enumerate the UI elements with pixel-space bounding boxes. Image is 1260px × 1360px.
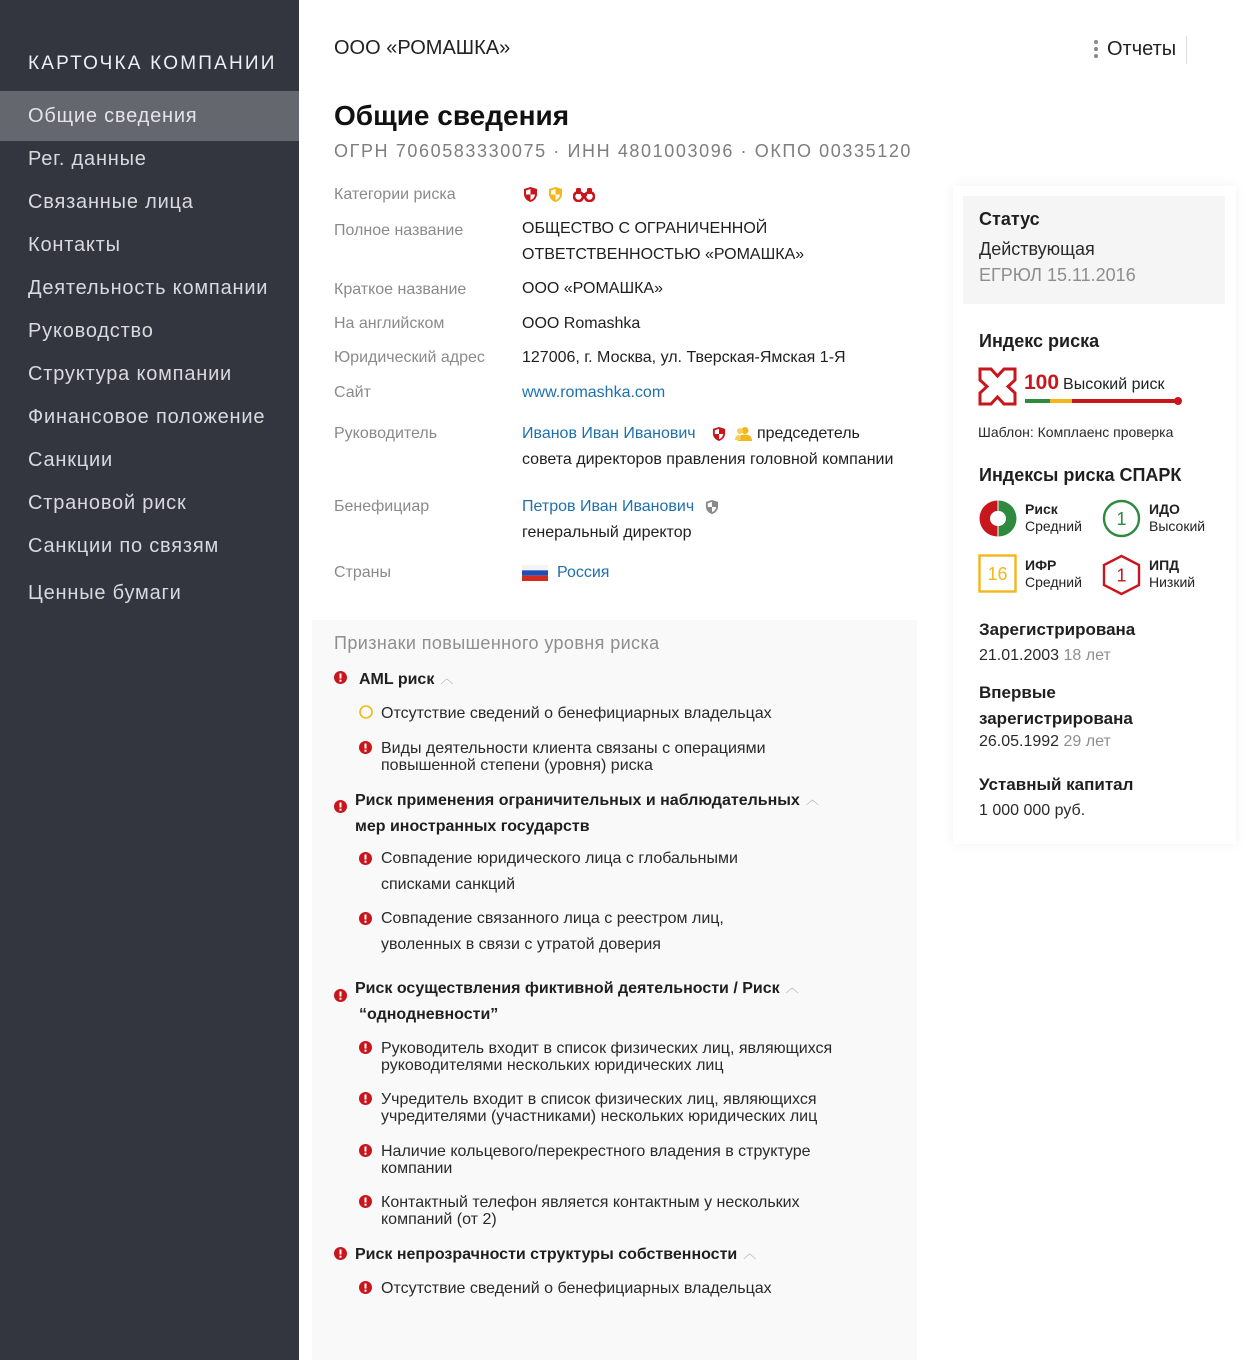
risk-categories-label: Категории риска bbox=[334, 186, 456, 203]
countries-label: Страны bbox=[334, 564, 392, 581]
reports-label: Отчеты bbox=[1107, 37, 1177, 60]
risk-index-value bbox=[1024, 371, 1164, 395]
chevron-up-icon[interactable]: ︿ bbox=[805, 792, 819, 807]
sidebar-item-related-persons[interactable]: Связанные лица bbox=[28, 191, 194, 213]
risk-categories-icons bbox=[523, 186, 595, 203]
site-label: Сайт bbox=[334, 384, 371, 401]
shield-red-icon bbox=[523, 186, 538, 203]
country-link[interactable]: Россия bbox=[557, 564, 610, 581]
beneficiary-name-link[interactable]: Петров Иван Иванович bbox=[522, 498, 695, 515]
alert-red-icon bbox=[359, 1144, 372, 1157]
status-source: ЕГРЮЛ 15.11.2016 bbox=[979, 265, 1136, 285]
first-registered-date: 26.05.1992 29 лет bbox=[979, 733, 1111, 750]
risk-scale-marker bbox=[1174, 397, 1182, 405]
spark-risk: Риск Средний bbox=[1025, 501, 1082, 534]
alert-red-icon bbox=[359, 741, 372, 754]
shield-yellow-icon bbox=[548, 186, 563, 203]
risk-item: Отсутствие сведений о бенефициарных владельцах bbox=[381, 705, 772, 722]
alert-red-icon bbox=[334, 671, 347, 684]
registered-date: 21.01.2003 18 лет bbox=[979, 647, 1111, 664]
risk-item: Отсутствие сведений о бенефициарных владельцах bbox=[381, 1280, 772, 1297]
sidebar-item-structure[interactable]: Структура компании bbox=[28, 363, 233, 385]
risk-group-title[interactable]: Риск применения ограничительных и наблюдательных ︿ мер иностранных государств bbox=[355, 787, 819, 840]
full-name-value bbox=[522, 216, 804, 268]
risk-group-title[interactable]: Риск осуществления фиктивной деятельности / Риск ︿ “однодневности” bbox=[355, 975, 799, 1028]
full-name-line2: ОТВЕТСТВЕННОСТЬЮ «РОМАШКА» bbox=[522, 246, 805, 263]
head-value bbox=[522, 421, 922, 473]
chevron-up-icon[interactable]: ︿ bbox=[440, 671, 454, 686]
sidebar-item-related-sanctions[interactable]: Санкции по связям bbox=[28, 535, 220, 557]
head-name-link[interactable]: Иванов Иван Иванович bbox=[522, 425, 696, 442]
risk-item: Контактный телефон является контактным у нескольких компаний (от 2) bbox=[381, 1194, 800, 1228]
alert-red-icon bbox=[334, 989, 347, 1002]
svg-text:1: 1 bbox=[1116, 565, 1127, 586]
alert-red-icon bbox=[359, 852, 372, 865]
sidebar-item-securities[interactable]: Ценные бумаги bbox=[28, 582, 182, 604]
shield-gray-icon bbox=[705, 499, 719, 515]
russia-flag-icon bbox=[522, 565, 548, 581]
chevron-up-icon[interactable]: ︿ bbox=[743, 1246, 757, 1261]
company-ids: ОГРН 7060583330075 · ИНН 4801003096 · ОКПО 00335120 bbox=[334, 141, 913, 161]
site-link[interactable]: www.romashka.com bbox=[522, 384, 666, 401]
risk-item: Наличие кольцевого/перекрестного владения в структуре компании bbox=[381, 1143, 811, 1177]
full-name-line1: ОБЩЕСТВО С ОГРАНИЧЕННОЙ bbox=[522, 220, 768, 237]
circle-badge-icon bbox=[1102, 499, 1141, 538]
address-value: 127006, г. Москва, ул. Тверская-Ямская 1-Я bbox=[522, 349, 846, 366]
binoculars-icon bbox=[573, 187, 595, 202]
circle-warning-icon bbox=[359, 705, 373, 719]
shield-red-icon bbox=[712, 426, 726, 442]
head-role-line1: председетель bbox=[756, 425, 860, 442]
short-name-label: Краткое название bbox=[334, 281, 467, 298]
short-name-value: ООО «РОМАШКА» bbox=[522, 280, 663, 297]
risk-item: Учредитель входит в список физических лиц, являющихся учредителями (участниками) нескольких юридических лиц bbox=[381, 1091, 818, 1125]
risk-item: Совпадение юридического лица с глобальными списками санкций bbox=[381, 850, 738, 893]
square-badge-icon bbox=[978, 554, 1017, 593]
risk-level: Высокий риск bbox=[1063, 376, 1165, 393]
chevron-up-icon[interactable]: ︿ bbox=[785, 980, 799, 995]
address-label: Юридический адрес bbox=[334, 349, 485, 366]
persons-icon bbox=[735, 426, 753, 442]
risk-group-title[interactable]: Риск непрозрачности структуры собственности ︿ bbox=[355, 1241, 756, 1268]
sidebar-item-reg-data[interactable]: Рег. данные bbox=[28, 148, 147, 170]
alert-red-icon bbox=[359, 1092, 372, 1105]
spark-ipd: ИПД Низкий bbox=[1149, 557, 1196, 590]
alert-red-icon bbox=[359, 1195, 372, 1208]
kebab-menu-icon bbox=[1094, 40, 1098, 58]
divider bbox=[1186, 36, 1187, 64]
risk-item: Виды деятельности клиента связаны с операциями повышенной степени (уровня) риска bbox=[381, 740, 766, 774]
status-title: Статус bbox=[979, 209, 1040, 229]
sidebar-item-financial[interactable]: Финансовое положение bbox=[28, 406, 266, 428]
page-title: Общие сведения bbox=[334, 100, 570, 131]
risk-score: 100 bbox=[1024, 371, 1060, 394]
cross-risk-icon bbox=[978, 367, 1017, 406]
head-role-line2: совета директоров правления головной компании bbox=[522, 451, 894, 468]
beneficiary-role: генеральный директор bbox=[522, 524, 692, 541]
risk-scale-bar bbox=[1025, 399, 1180, 403]
beneficiary-value bbox=[522, 494, 719, 546]
sidebar-item-general[interactable]: Общие сведения bbox=[0, 91, 299, 141]
english-name-label: На английском bbox=[334, 315, 445, 332]
sidebar-item-contacts[interactable]: Контакты bbox=[28, 234, 121, 256]
svg-text:16: 16 bbox=[987, 564, 1008, 584]
status-value: Действующая bbox=[979, 239, 1095, 259]
donut-icon bbox=[978, 499, 1017, 538]
spark-title: Индексы риска СПАРК bbox=[979, 465, 1182, 485]
risk-index-title: Индекс риска bbox=[979, 331, 1100, 351]
full-name-label: Полное название bbox=[334, 222, 464, 239]
alert-red-icon bbox=[334, 800, 347, 813]
first-registered-title: Впервые зарегистрирована bbox=[979, 683, 1133, 728]
countries-value bbox=[522, 560, 609, 586]
svg-text:1: 1 bbox=[1116, 509, 1127, 529]
beneficiary-label: Бенефициар bbox=[334, 498, 430, 515]
capital-title: Уставный капитал bbox=[979, 775, 1134, 794]
sidebar bbox=[0, 0, 299, 1360]
alert-red-icon bbox=[334, 1247, 347, 1260]
risk-template: Шаблон: Комплаенс проверка bbox=[978, 424, 1174, 440]
spark-ifr: ИФР Средний bbox=[1025, 557, 1082, 590]
risk-signs-title: Признаки повышенного уровня риска bbox=[334, 633, 660, 653]
capital-value: 1 000 000 руб. bbox=[979, 802, 1086, 819]
registered-title: Зарегистрирована bbox=[979, 620, 1136, 639]
risk-group-title[interactable]: AML риск ︿ bbox=[359, 666, 453, 693]
reports-button[interactable] bbox=[1094, 34, 1176, 64]
head-label: Руководитель bbox=[334, 425, 438, 442]
sidebar-item-activity[interactable]: Деятельность компании bbox=[28, 277, 269, 299]
sidebar-item-country-risk[interactable]: Страновой риск bbox=[28, 492, 187, 514]
sidebar-item-management[interactable]: Руководство bbox=[28, 320, 154, 342]
risk-item: Совпадение связанного лица с реестром лиц, уволенных в связи с утратой доверия bbox=[381, 910, 724, 953]
alert-red-icon bbox=[359, 912, 372, 925]
spark-ido: ИДО Высокий bbox=[1149, 501, 1206, 534]
english-name-value: OOO Romashka bbox=[522, 315, 641, 332]
sidebar-title: КАРТОЧКА КОМПАНИИ bbox=[28, 53, 277, 74]
hexagon-badge-icon bbox=[1102, 554, 1141, 596]
alert-red-icon bbox=[359, 1281, 372, 1294]
risk-item: Руководитель входит в список физических лиц, являющихся руководителями нескольких юридических лиц bbox=[381, 1040, 833, 1074]
company-name: ООО «РОМАШКА» bbox=[334, 37, 511, 59]
sidebar-item-sanctions[interactable]: Санкции bbox=[28, 449, 113, 471]
alert-red-icon bbox=[359, 1041, 372, 1054]
